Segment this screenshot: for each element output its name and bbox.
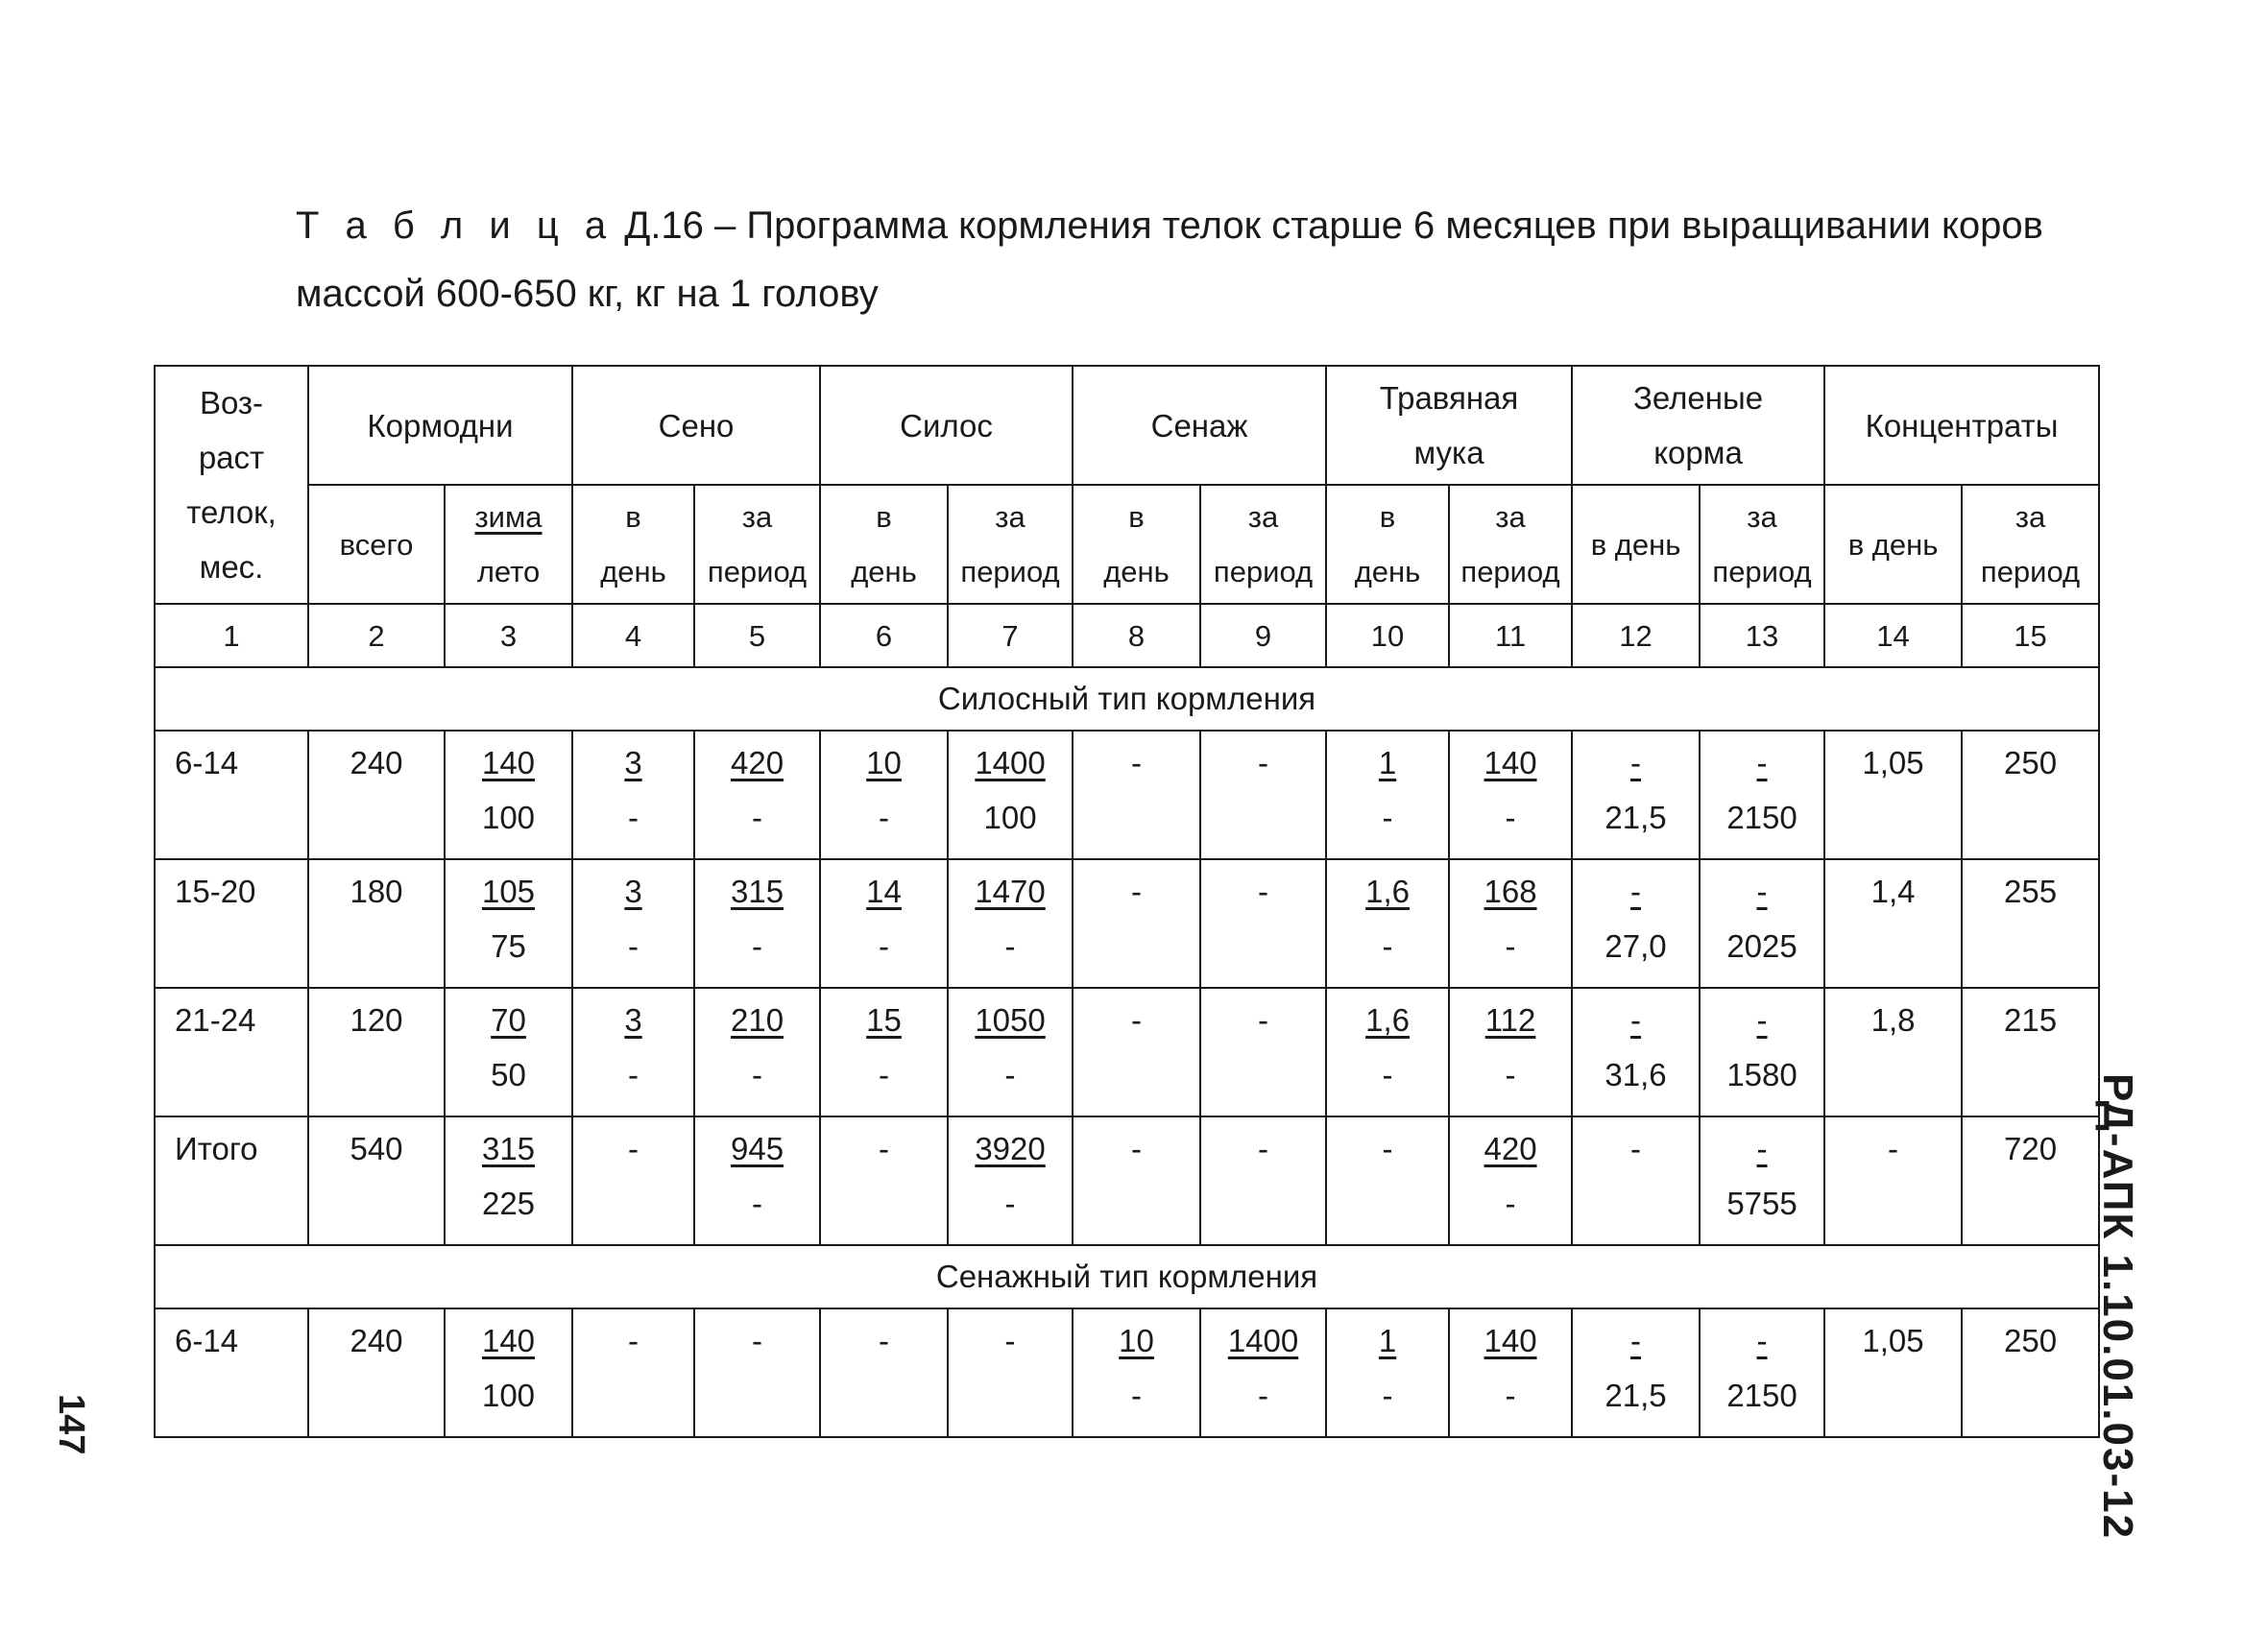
cell-zel-d: - 21,5 — [1572, 1308, 1700, 1437]
cell-senazh-p: - — [1200, 988, 1326, 1116]
header-senazh: Сенаж — [1073, 366, 1326, 485]
cell-silos-p: 3920 - — [948, 1116, 1073, 1245]
header-muka-za-period: за период — [1449, 485, 1572, 604]
column-number: 6 — [820, 604, 948, 667]
table-row — [155, 859, 2099, 988]
column-number: 2 — [308, 604, 445, 667]
page-number: 147 — [51, 1394, 91, 1455]
header-kormodni: Кормодни — [308, 366, 572, 485]
header-silos-za-period: за период — [948, 485, 1073, 604]
cell-senazh-d: - — [1073, 731, 1200, 859]
header-zima-leto: зима лето — [445, 485, 572, 604]
cell-silos-d: 15 - — [820, 988, 948, 1116]
column-number: 3 — [445, 604, 572, 667]
feeding-program-table — [154, 365, 2100, 1438]
cell-konc-d: 1,8 — [1824, 988, 1962, 1116]
cell-silos-p: - — [948, 1308, 1073, 1437]
cell-konc-d: 1,4 — [1824, 859, 1962, 988]
cell-age: 21-24 — [155, 988, 308, 1116]
header-age: Воз- раст телок, мес. — [155, 366, 308, 604]
section-header-row — [155, 667, 2099, 731]
header-zelenye-za-period: за период — [1700, 485, 1824, 604]
header-senazh-za-period: за период — [1200, 485, 1326, 604]
section-title: Сенажный тип кормления — [155, 1245, 2099, 1308]
cell-seno-p: 945 - — [694, 1116, 820, 1245]
header-konc-v-den: в день — [1824, 485, 1962, 604]
cell-winter-summer: 140 100 — [445, 731, 572, 859]
cell-zel-d: - 21,5 — [1572, 731, 1700, 859]
cell-senazh-d: - — [1073, 988, 1200, 1116]
cell-konc-d: 1,05 — [1824, 731, 1962, 859]
header-silos: Силос — [820, 366, 1073, 485]
cell-age: 6-14 — [155, 1308, 308, 1437]
cell-zel-p: - 2150 — [1700, 1308, 1824, 1437]
header-muka-v-den: в день — [1326, 485, 1449, 604]
column-number: 12 — [1572, 604, 1700, 667]
cell-zel-d: - — [1572, 1116, 1700, 1245]
cell-konc-p: 255 — [1962, 859, 2099, 988]
column-number: 11 — [1449, 604, 1572, 667]
cell-seno-d: 3 - — [572, 988, 694, 1116]
cell-muka-d: 1,6 - — [1326, 988, 1449, 1116]
column-number: 8 — [1073, 604, 1200, 667]
column-number: 10 — [1326, 604, 1449, 667]
cell-kormodni-total: 120 — [308, 988, 445, 1116]
cell-winter-summer: 140 100 — [445, 1308, 572, 1437]
column-number: 7 — [948, 604, 1073, 667]
cell-kormodni-total: 240 — [308, 1308, 445, 1437]
caption-text-line1: Д.16 – Программа кормления телок старше 6 месяцев при выращивании коров — [614, 204, 2043, 247]
cell-zel-d: - 27,0 — [1572, 859, 1700, 988]
cell-muka-p: 140 - — [1449, 1308, 1572, 1437]
column-number: 9 — [1200, 604, 1326, 667]
cell-muka-p: 112 - — [1449, 988, 1572, 1116]
cell-kormodni-total: 540 — [308, 1116, 445, 1245]
cell-winter-summer: 315 225 — [445, 1116, 572, 1245]
cell-senazh-p: - — [1200, 859, 1326, 988]
column-number: 5 — [694, 604, 820, 667]
cell-silos-p: 1470 - — [948, 859, 1073, 988]
table-row — [155, 1308, 2099, 1437]
cell-senazh-p: 1400 - — [1200, 1308, 1326, 1437]
header-seno-v-den: в день — [572, 485, 694, 604]
header-silos-v-den: в день — [820, 485, 948, 604]
total-row — [155, 1116, 2099, 1245]
cell-konc-p: 250 — [1962, 731, 2099, 859]
table-row — [155, 731, 2099, 859]
cell-seno-p: 315 - — [694, 859, 820, 988]
header-seno: Сено — [572, 366, 820, 485]
cell-zel-p: - 2150 — [1700, 731, 1824, 859]
table-row — [155, 988, 2099, 1116]
cell-silos-p: 1050 - — [948, 988, 1073, 1116]
caption-text-line2: массой 600-650 кг, кг на 1 голову — [296, 273, 879, 315]
column-number: 15 — [1962, 604, 2099, 667]
cell-muka-d: 1,6 - — [1326, 859, 1449, 988]
cell-zel-d: - 31,6 — [1572, 988, 1700, 1116]
column-number: 14 — [1824, 604, 1962, 667]
cell-muka-p: 140 - — [1449, 731, 1572, 859]
cell-winter-summer: 70 50 — [445, 988, 572, 1116]
header-vsego: всего — [308, 485, 445, 604]
header-zelenye-v-den: в день — [1572, 485, 1700, 604]
cell-senazh-p: - — [1200, 731, 1326, 859]
cell-silos-d: 14 - — [820, 859, 948, 988]
document-code: РД-АПК 1.10.01.03-12 — [2094, 1073, 2141, 1541]
cell-konc-p: 250 — [1962, 1308, 2099, 1437]
cell-muka-d: 1 - — [1326, 731, 1449, 859]
header-koncentraty: Концентраты — [1824, 366, 2099, 485]
header-seno-za-period: за период — [694, 485, 820, 604]
cell-konc-p: 720 — [1962, 1116, 2099, 1245]
cell-senazh-d: - — [1073, 1116, 1200, 1245]
cell-silos-d: - — [820, 1116, 948, 1245]
column-number: 4 — [572, 604, 694, 667]
cell-seno-d: 3 - — [572, 859, 694, 988]
cell-muka-p: 420 - — [1449, 1116, 1572, 1245]
cell-konc-p: 215 — [1962, 988, 2099, 1116]
cell-silos-p: 1400 100 — [948, 731, 1073, 859]
cell-konc-d: 1,05 — [1824, 1308, 1962, 1437]
cell-zel-p: - 1580 — [1700, 988, 1824, 1116]
cell-kormodni-total: 240 — [308, 731, 445, 859]
cell-kormodni-total: 180 — [308, 859, 445, 988]
cell-seno-d: 3 - — [572, 731, 694, 859]
cell-muka-d: 1 - — [1326, 1308, 1449, 1437]
cell-senazh-p: - — [1200, 1116, 1326, 1245]
cell-senazh-d: 10 - — [1073, 1308, 1200, 1437]
cell-silos-d: - — [820, 1308, 948, 1437]
table-body — [155, 667, 2099, 1437]
caption-label: Т а б л и ц а — [296, 204, 615, 247]
section-title: Силосный тип кормления — [155, 667, 2099, 731]
cell-zel-p: - 2025 — [1700, 859, 1824, 988]
column-number: 13 — [1700, 604, 1824, 667]
cell-winter-summer: 105 75 — [445, 859, 572, 988]
cell-konc-d: - — [1824, 1116, 1962, 1245]
cell-zel-p: - 5755 — [1700, 1116, 1824, 1245]
cell-age: Итого — [155, 1116, 308, 1245]
cell-muka-p: 168 - — [1449, 859, 1572, 988]
header-senazh-v-den: в день — [1073, 485, 1200, 604]
header-konc-za-period: за период — [1962, 485, 2099, 604]
column-numbers-row — [155, 604, 2099, 667]
cell-age: 15-20 — [155, 859, 308, 988]
header-zelenye-korma: Зеленые корма — [1572, 366, 1824, 485]
section-header-row — [155, 1245, 2099, 1308]
cell-seno-d: - — [572, 1308, 694, 1437]
cell-seno-p: 420 - — [694, 731, 820, 859]
cell-silos-d: 10 - — [820, 731, 948, 859]
table-caption — [296, 192, 2120, 328]
cell-seno-d: - — [572, 1116, 694, 1245]
cell-seno-p: - — [694, 1308, 820, 1437]
cell-seno-p: 210 - — [694, 988, 820, 1116]
cell-senazh-d: - — [1073, 859, 1200, 988]
column-number: 1 — [155, 604, 308, 667]
header-travyanaya-muka: Травяная мука — [1326, 366, 1572, 485]
cell-muka-d: - — [1326, 1116, 1449, 1245]
cell-age: 6-14 — [155, 731, 308, 859]
